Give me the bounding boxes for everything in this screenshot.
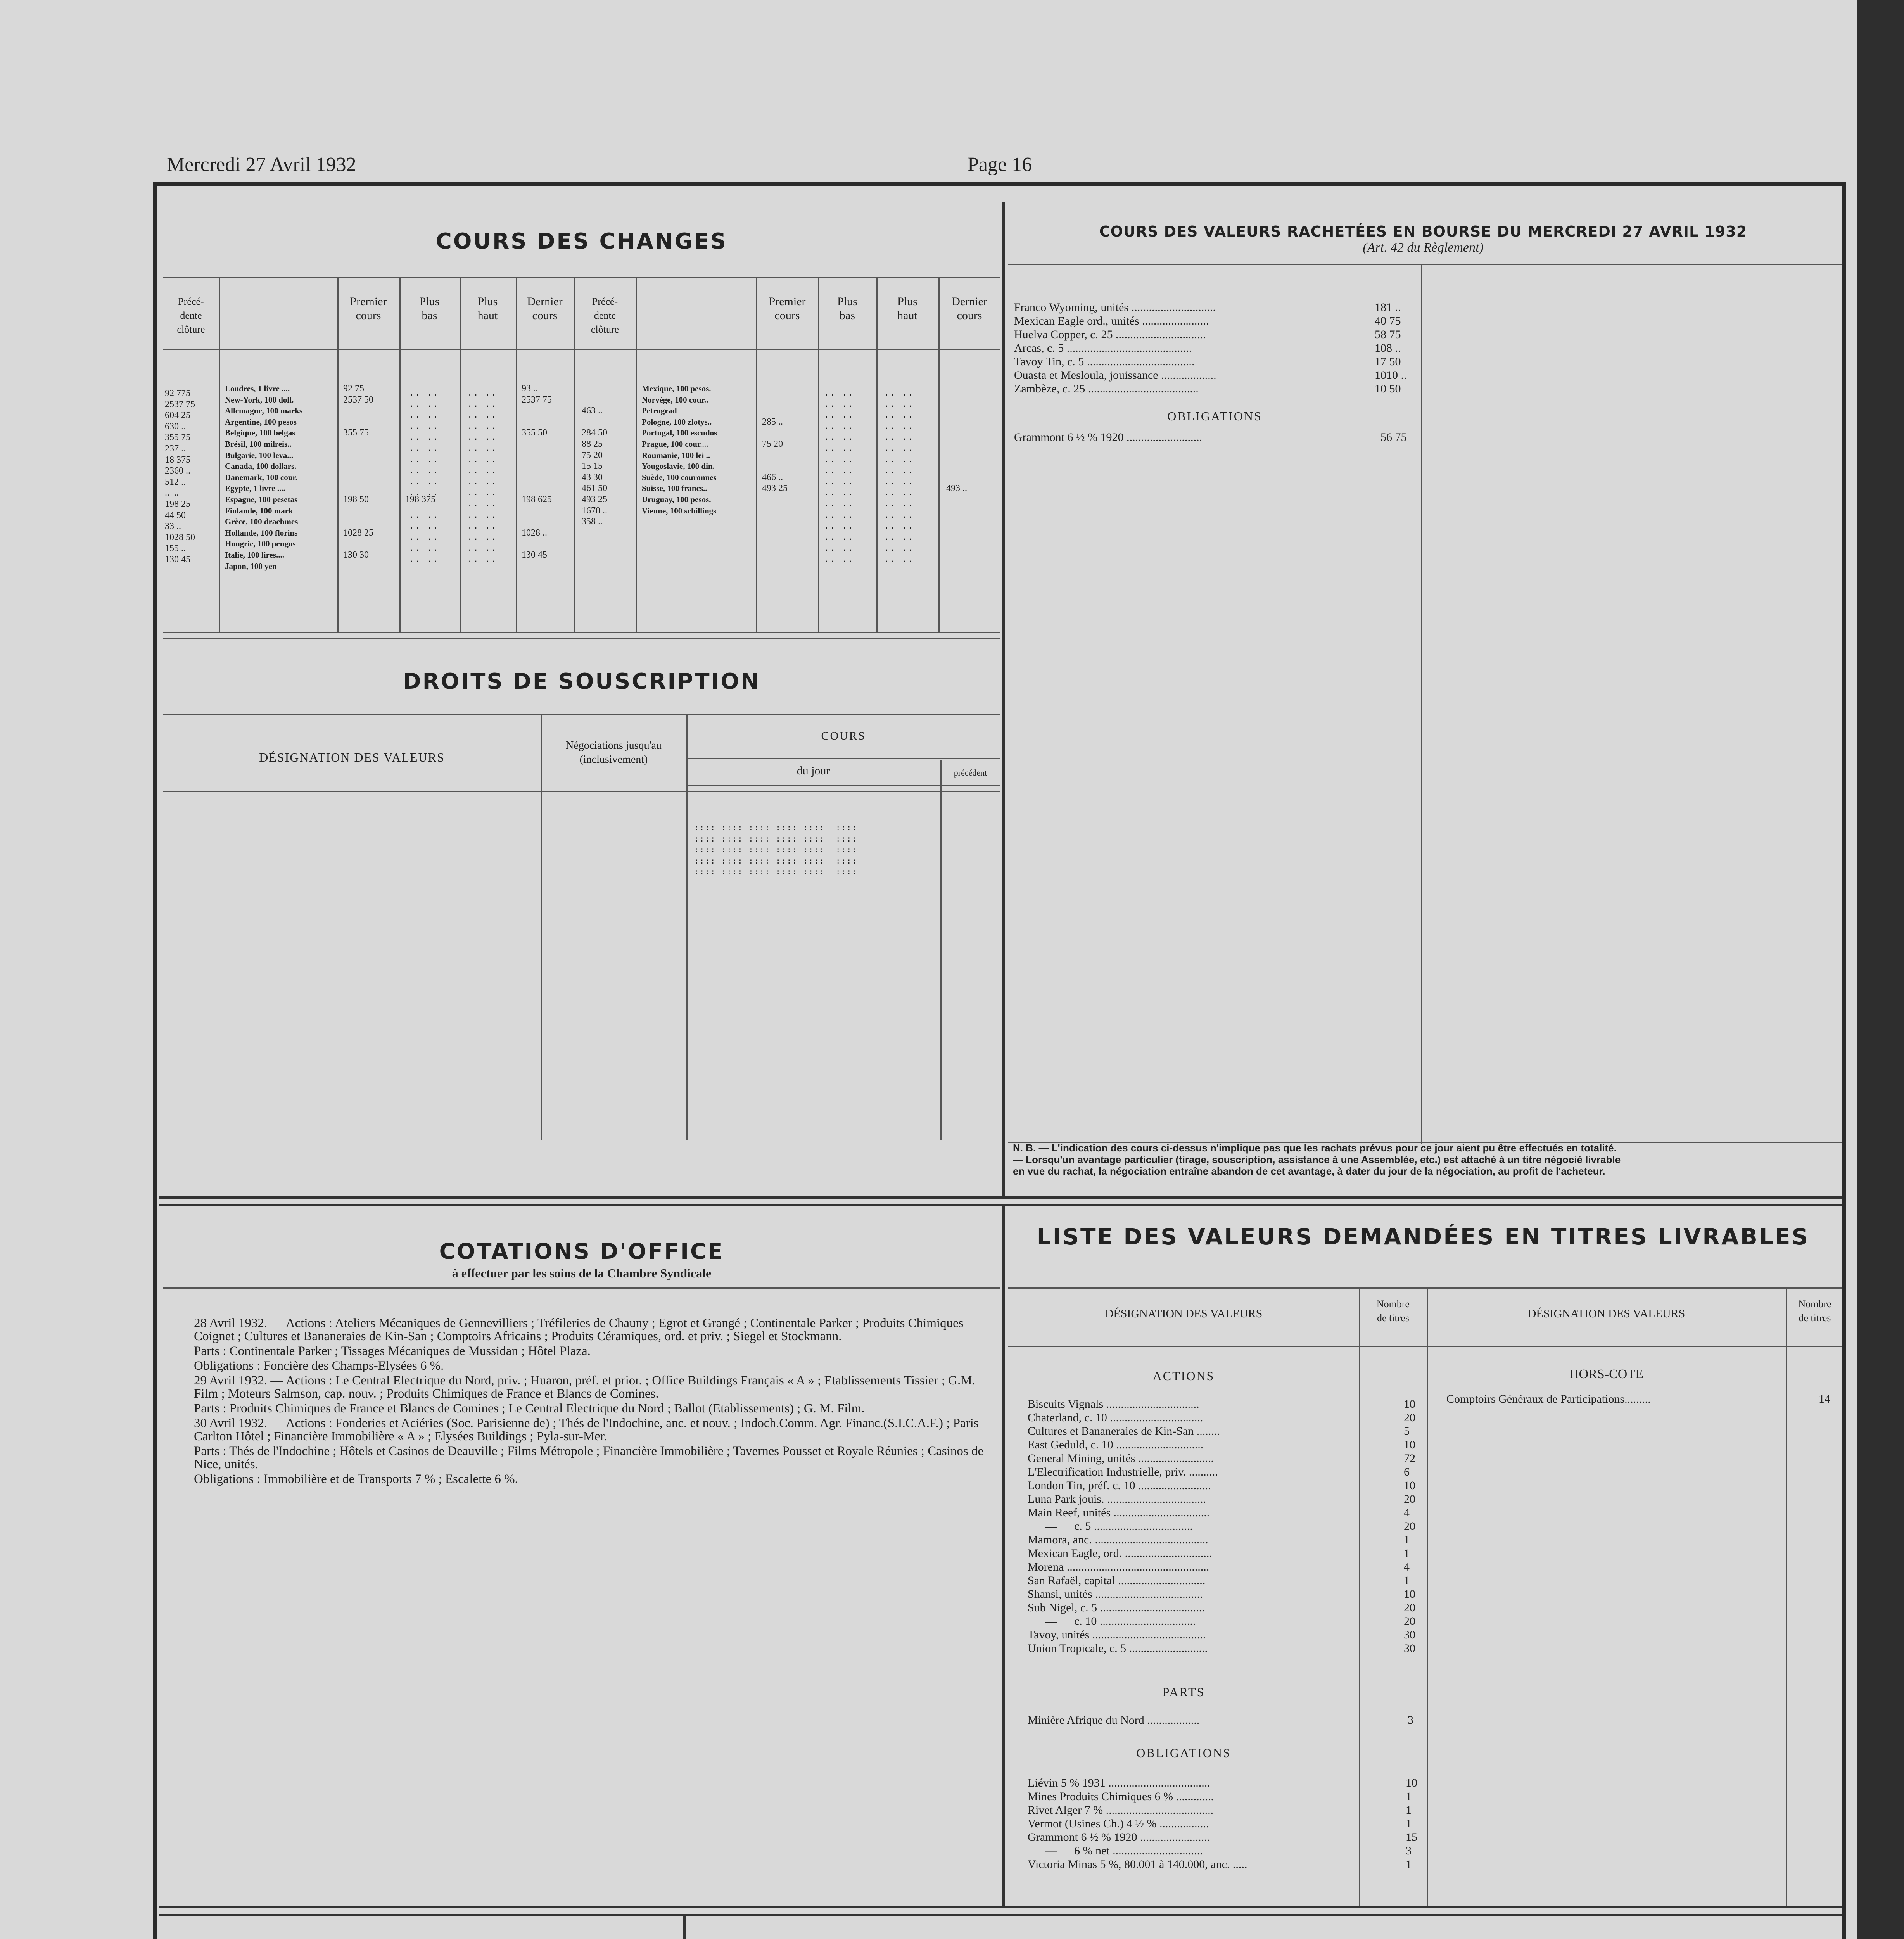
cotations-p2b: Parts : Produits Chimiques de France et Blancs de Comines ; Le Central Electrique du Nord ; Ballot (Etablissements) ; G. M. Film. (194, 1402, 865, 1415)
liste-nombre-right: Nombre de titres (1798, 1298, 1831, 1324)
divider-middle (1002, 1206, 1005, 1908)
changes-hdr-low-right: Plus bas (837, 295, 857, 322)
rachetees-title: COURS DES VALEURS RACHETÉES EN BOURSE DU MERCREDI 27 AVRIL 1932 (1099, 223, 1747, 240)
rachetees-subtitle: (Art. 42 du Règlement) (1363, 240, 1484, 255)
cotations-p3: 30 Avril 1932. — Actions : Fonderies et Aciéries (Soc. Parisienne de) ; Thés de l'Indochine, anc. et nouv. ; Indoch.Comm. Agr. Financ.(S.I.C.A.F.) ; Paris Carlton Hôtel ; Financière Immobilière « A » ; Elysées Buildings ; Pyla-sur-Mer. (194, 1416, 979, 1443)
changes-hdr-high-right: Plus haut (897, 295, 917, 322)
changes-left-first: 92 75 2537 50 355 75 198 50 1028 25 130 30 (343, 384, 373, 560)
cotations-p2: 29 Avril 1932. — Actions : Le Central Electrique du Nord, priv. ; Huaron, préf. et prior. ; Office Buildings Français « A » ; Etablissements Tissier ; G.M. Film ; Moteurs Salmson, cap. nouv. ; Produits Chimiques de France et Blancs de Comines. (194, 1374, 975, 1401)
liste-nombre-left: Nombre de titres (1376, 1298, 1410, 1324)
rachetees-values: 181 .. 40 75 58 75 108 .. 17 50 1010 .. 10 50 (1375, 301, 1407, 395)
changes-left-last: 93 .. 2537 75 355 50 198 625 1028 .. 130 45 (522, 384, 552, 560)
changes-hdr-high: Plus haut (477, 295, 498, 322)
rachetees-oblig-value: 56 75 (1380, 431, 1407, 444)
droits-designation: DÉSIGNATION DES VALEURS (259, 750, 445, 764)
divider-lower (683, 1916, 686, 1939)
droits-du-jour: du jour (797, 764, 830, 777)
changes-right-prev: 463 .. 284 50 88 25 75 20 15 15 43 30 461 50 493 25 1670 .. 358 .. (582, 406, 607, 527)
cotations-p1c: Obligations : Foncière des Champs-Elysées 6 %. (194, 1359, 444, 1373)
binding-edge (1857, 0, 1904, 1939)
cotations-p1: 28 Avril 1932. — Actions : Ateliers Mécaniques de Gennevilliers ; Tréfileries de Chauny ; Egrot et Grangé ; Continentale Parker ; Produits Chimiques Coignet ; Cultures et Bananeraies de Kin-San ; Comptoirs Africains ; Produits Céramiques, ord. et priv. ; Siegel et Stockmann. (194, 1316, 964, 1343)
liste-hors-cote: HORS-COTE (1569, 1367, 1643, 1381)
header-page: Page 16 (968, 154, 1032, 176)
rule-lower-1 (159, 1906, 1842, 1908)
changes-right-high-dots: .. .. .. .. .. .. .. .. .. .. .. .. .. .. .. .. .. .. .. .. .. .. .. .. .. .. .. .. .. .. .. .. (884, 388, 914, 564)
cotations-p1b: Parts : Continentale Parker ; Tissages Mécaniques de Mussidan ; Hôtel Plaza. (194, 1344, 591, 1358)
liste-oblig-label: OBLIGATIONS (1136, 1746, 1231, 1760)
rule-lower-2 (159, 1914, 1842, 1916)
header-date: Mercredi 27 Avril 1932 (167, 154, 356, 176)
changes-right-names: Mexique, 100 pesos. Norvège, 100 cour.. Petrograd Pologne, 100 zlotys.. Portugal, 100 escudos Prague, 100 cour.... Roumanie, 100 lei .. Yougoslavie, 100 din. Suède, 100 couronnes Suisse, 100 francs.. Uruguay, 100 pesos. Vienne, 100 schillings (642, 384, 717, 515)
divider-upper (1002, 202, 1005, 1198)
rule-mid-2 (159, 1204, 1842, 1206)
changes-left-low: 198 375 (405, 494, 435, 505)
droits-title: DROITS DE SOUSCRIPTION (403, 669, 760, 694)
changes-title: COURS DES CHANGES (435, 229, 728, 254)
changes-left-high-dots: .. .. .. .. .. .. .. .. .. .. .. .. .. .. .. .. .. .. .. .. .. .. .. .. .. .. .. .. .. .. .. .. (467, 388, 497, 564)
droits-precedent: précédent (954, 768, 987, 778)
liste-oblig: Liévin 5 % 1931 ................................... Mines Produits Chimiques 6 % ............. Rivet Alger 7 % ..................................... Vermot (Usines Ch.) 4 ½ % ................. Grammont 6 ½ % 1920 ........................ — 6 % net ............................... Victoria Minas 5 %, 80.001 à 140.000, anc. ..... (1028, 1777, 1247, 1871)
changes-right-first: 285 .. 75 20 466 .. 493 25 (762, 416, 788, 494)
cotations-title: COTATIONS D'OFFICE (439, 1239, 724, 1264)
droits-cours: COURS (821, 729, 866, 742)
droits-negociations: Négociations jusqu'au (inclusivement) (566, 740, 662, 766)
liste-hc-nb: 14 (1819, 1393, 1830, 1405)
liste-actions-nb: 10 20 5 10 72 6 10 20 4 20 1 1 4 1 10 20 20 30 30 (1404, 1398, 1415, 1655)
rachetees-nb: N. B. — L'indication des cours ci-dessus n'implique pas que les rachats prévus pour ce jour aient pu être effectués en totalité. — Lorsqu'un avantage particulier (tirage, souscription, assistance à une Assemblée, etc.) est attaché à un titre négocié livrable en vue du rachat, la négociation entraîne abandon de cet avantage, à dater du jour de la négociation, au profit de l'acheteur. (1013, 1142, 1621, 1177)
changes-hdr-prev-right: Précé- dente clôture (591, 296, 619, 335)
liste-title: LISTE DES VALEURS DEMANDÉES EN TITRES LIVRABLES (1037, 1224, 1810, 1250)
liste-actions: Biscuits Vignals ................................ Chaterland, c. 10 ................................ Cultures et Bananeraies de Kin-San ........ East Geduld, c. 10 .............................. General Mining, unités .......................... L'Electrification Industrielle, priv. .......... London Tin, préf. c. 10 ......................... Luna Park jouis. .................................. Main Reef, unités ................................. — c. 5 .................................. Mamora, anc. ....................................... Mexican Eagle, ord. .............................. Morena ................................................. San Rafaël, capital .............................. Shansi, unités ..................................... Sub Nigel, c. 5 .................................... — c. 10 ................................. Tavoy, unités ....................................... Union Tropicale, c. 5 ........................... (1028, 1398, 1220, 1655)
liste-actions-label: ACTIONS (1152, 1369, 1215, 1383)
cotations-subtitle: à effectuer par les soins de la Chambre Syndicale (452, 1266, 712, 1280)
changes-hdr-last: Dernier cours (527, 295, 563, 322)
changes-hdr-low: Plus bas (419, 295, 440, 322)
liste-parts-nb: 3 (1408, 1714, 1413, 1726)
rachetees-items: Franco Wyoming, unités ............................. Mexican Eagle ord., unités ....................... Huelva Copper, c. 25 ............................... Arcas, c. 5 ........................................... Tavoy Tin, c. 5 ..................................... Ouasta et Mesloula, jouissance ................... Zambèze, c. 25 ...................................... (1014, 301, 1216, 395)
changes-hdr-first: Premier cours (350, 295, 387, 322)
changes-left-low-dots: .. .. .. .. .. .. .. .. .. .. .. .. .. .. .. .. .. .. .. .. .. .. .. .. .. .. .. .. .. .. (409, 388, 439, 564)
changes-hdr-last-right: Dernier cours (952, 295, 987, 322)
droits-dots: :::: :::: :::: :::: :::: :::: :::: :::: :::: :::: :::: :::: :::: :::: :::: :::: :::: :::: :::: :::: :::: :::: :::: :::: :::: :::: :::: :::: :::: :::: (694, 823, 858, 877)
rachetees-oblig-label: OBLIGATIONS (1167, 409, 1262, 423)
cotations-p3c: Obligations : Immobilière et de Transports 7 % ; Escalette 6 %. (194, 1472, 518, 1486)
rachetees-oblig-item: Grammont 6 ½ % 1920 .......................... (1014, 431, 1202, 444)
cotations-text (194, 1317, 993, 1487)
liste-parts: Minière Afrique du Nord .................. (1028, 1714, 1200, 1726)
liste-designation-right: DÉSIGNATION DES VALEURS (1527, 1307, 1685, 1320)
changes-right-last: 493 .. (946, 483, 967, 494)
liste-oblig-nb: 10 1 1 1 15 3 1 (1406, 1777, 1417, 1871)
changes-right-low-dots: .. .. .. .. .. .. .. .. .. .. .. .. .. .. .. .. .. .. .. .. .. .. .. .. .. .. .. .. .. .. .. .. (824, 388, 854, 564)
changes-hdr-first-right: Premier cours (769, 295, 806, 322)
changes-hdr-prev: Précé- dente clôture (177, 296, 205, 335)
cotations-p3b: Parts : Thés de l'Indochine ; Hôtels et Casinos de Deauville ; Films Métropole ; Financière Immobilière ; Tavernes Pousset et Royale Réunies ; Casinos de Nice, unités. (194, 1444, 984, 1471)
liste-hc-item: Comptoirs Généraux de Participations......... (1446, 1393, 1651, 1405)
liste-parts-label: PARTS (1162, 1685, 1205, 1699)
liste-designation-left: DÉSIGNATION DES VALEURS (1105, 1307, 1263, 1320)
rule-mid-1 (159, 1196, 1842, 1199)
changes-left-prev: 92 775 2537 75 604 25 630 .. 355 75 237 .. 18 375 2360 .. 512 .. .. .. 198 25 44 50 33 .. 1028 50 155 .. 130 45 (165, 388, 195, 565)
changes-left-names: Londres, 1 livre .... New-York, 100 doll. Allemagne, 100 marks Argentine, 100 pesos Belgique, 100 belgas Brésil, 100 milreis.. Bulgarie, 100 leva... Canada, 100 dollars. Danemark, 100 cour. Egypte, 1 livre .... Espagne, 100 pesetas Finlande, 100 mark Grèce, 100 drachmes Hollande, 100 florins Hongrie, 100 pengos Italie, 100 lires.... Japon, 100 yen (225, 384, 303, 571)
